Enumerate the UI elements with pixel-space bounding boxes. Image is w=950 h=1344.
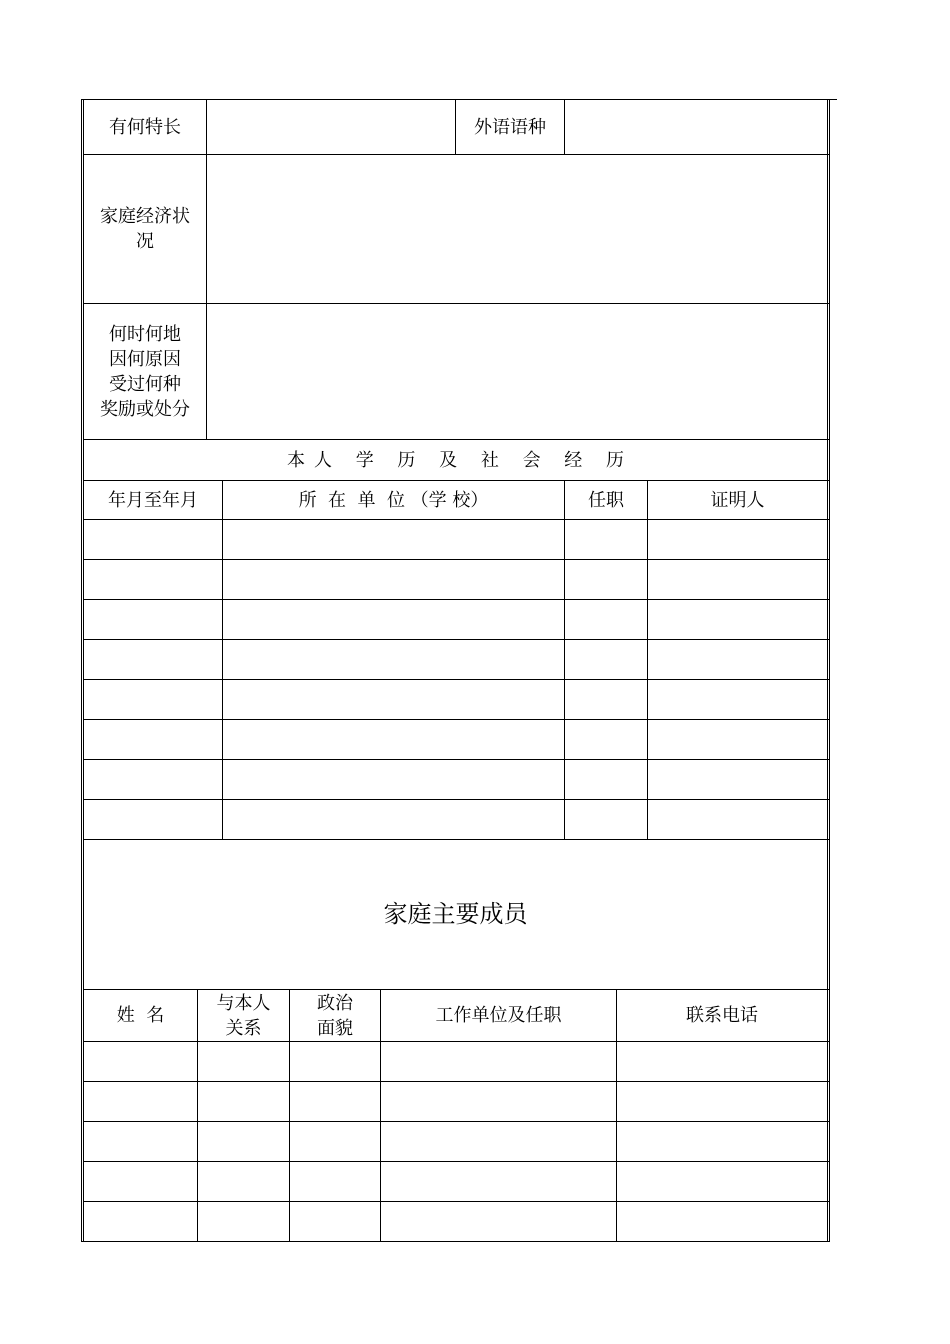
history-cell[interactable] xyxy=(84,800,222,839)
history-cell[interactable] xyxy=(648,680,827,719)
history-cell[interactable] xyxy=(223,560,564,599)
family-section-title: 家庭主要成员 xyxy=(383,900,528,928)
family-cell[interactable] xyxy=(290,1082,380,1121)
awards-field[interactable] xyxy=(207,304,827,439)
history-cell[interactable] xyxy=(84,640,222,679)
history-cell[interactable] xyxy=(565,680,647,719)
family-cell[interactable] xyxy=(84,1202,197,1241)
family-economy-field[interactable] xyxy=(207,155,827,303)
foreign-language-field[interactable] xyxy=(565,100,827,154)
table-right-border xyxy=(827,99,828,1242)
awards-label: 何时何地 因何原因 受过何种 奖励或处分 xyxy=(100,323,190,420)
history-cell[interactable] xyxy=(84,760,222,799)
history-cell[interactable] xyxy=(84,600,222,639)
history-cell[interactable] xyxy=(223,800,564,839)
family-cell[interactable] xyxy=(198,1082,289,1121)
family-cell[interactable] xyxy=(84,1162,197,1201)
family-header-workplace: 工作单位及任职 xyxy=(435,1005,562,1026)
foreign-language-label: 外语语种 xyxy=(474,116,546,138)
specialty-field[interactable] xyxy=(207,100,455,154)
history-cell[interactable] xyxy=(565,720,647,759)
table-bottom-border xyxy=(81,1241,830,1242)
history-cell[interactable] xyxy=(648,560,827,599)
history-cell[interactable] xyxy=(223,720,564,759)
family-cell[interactable] xyxy=(290,1042,380,1081)
family-cell[interactable] xyxy=(617,1042,827,1081)
family-cell[interactable] xyxy=(381,1042,616,1081)
history-section-title: 本人 学 历 及 社 会 经 历 xyxy=(286,449,634,471)
family-cell[interactable] xyxy=(198,1202,289,1241)
history-cell[interactable] xyxy=(223,760,564,799)
history-cell[interactable] xyxy=(223,640,564,679)
family-cell[interactable] xyxy=(381,1122,616,1161)
family-cell[interactable] xyxy=(617,1162,827,1201)
history-cell[interactable] xyxy=(648,760,827,799)
history-cell[interactable] xyxy=(565,760,647,799)
family-cell[interactable] xyxy=(198,1122,289,1161)
family-header-political-status: 政治 面貌 xyxy=(317,992,353,1039)
family-cell[interactable] xyxy=(84,1042,197,1081)
history-cell[interactable] xyxy=(565,520,647,559)
history-cell[interactable] xyxy=(84,720,222,759)
history-cell[interactable] xyxy=(565,600,647,639)
family-cell[interactable] xyxy=(290,1162,380,1201)
family-economy-label: 家庭经济状 况 xyxy=(100,206,190,252)
history-header-period: 年月至年月 xyxy=(108,489,198,511)
history-header-organization: 所 在 单 位 （学 校） xyxy=(298,489,489,511)
family-cell[interactable] xyxy=(84,1122,197,1161)
family-cell[interactable] xyxy=(381,1162,616,1201)
history-cell[interactable] xyxy=(565,800,647,839)
history-cell[interactable] xyxy=(648,640,827,679)
history-cell[interactable] xyxy=(565,560,647,599)
family-cell[interactable] xyxy=(290,1202,380,1241)
history-cell[interactable] xyxy=(84,560,222,599)
family-header-name: 姓 名 xyxy=(116,1005,165,1026)
table-right-outer-border xyxy=(829,99,830,1242)
history-cell[interactable] xyxy=(223,520,564,559)
history-cell[interactable] xyxy=(648,800,827,839)
history-header-position: 任职 xyxy=(588,489,624,511)
family-cell[interactable] xyxy=(381,1202,616,1241)
table-left-border xyxy=(81,99,82,1242)
history-cell[interactable] xyxy=(84,520,222,559)
family-cell[interactable] xyxy=(617,1122,827,1161)
history-cell[interactable] xyxy=(565,640,647,679)
family-header-relation: 与本人 关系 xyxy=(216,992,271,1039)
specialty-label: 有何特长 xyxy=(109,116,181,138)
history-cell[interactable] xyxy=(648,520,827,559)
family-cell[interactable] xyxy=(198,1162,289,1201)
family-cell[interactable] xyxy=(617,1082,827,1121)
history-cell[interactable] xyxy=(223,680,564,719)
family-header-phone: 联系电话 xyxy=(686,1005,758,1026)
family-cell[interactable] xyxy=(381,1082,616,1121)
history-cell[interactable] xyxy=(648,720,827,759)
history-header-witness: 证明人 xyxy=(710,489,765,511)
family-cell[interactable] xyxy=(617,1202,827,1241)
family-cell[interactable] xyxy=(290,1122,380,1161)
history-cell[interactable] xyxy=(648,600,827,639)
history-cell[interactable] xyxy=(223,600,564,639)
family-cell[interactable] xyxy=(84,1082,197,1121)
family-cell[interactable] xyxy=(198,1042,289,1081)
history-cell[interactable] xyxy=(84,680,222,719)
